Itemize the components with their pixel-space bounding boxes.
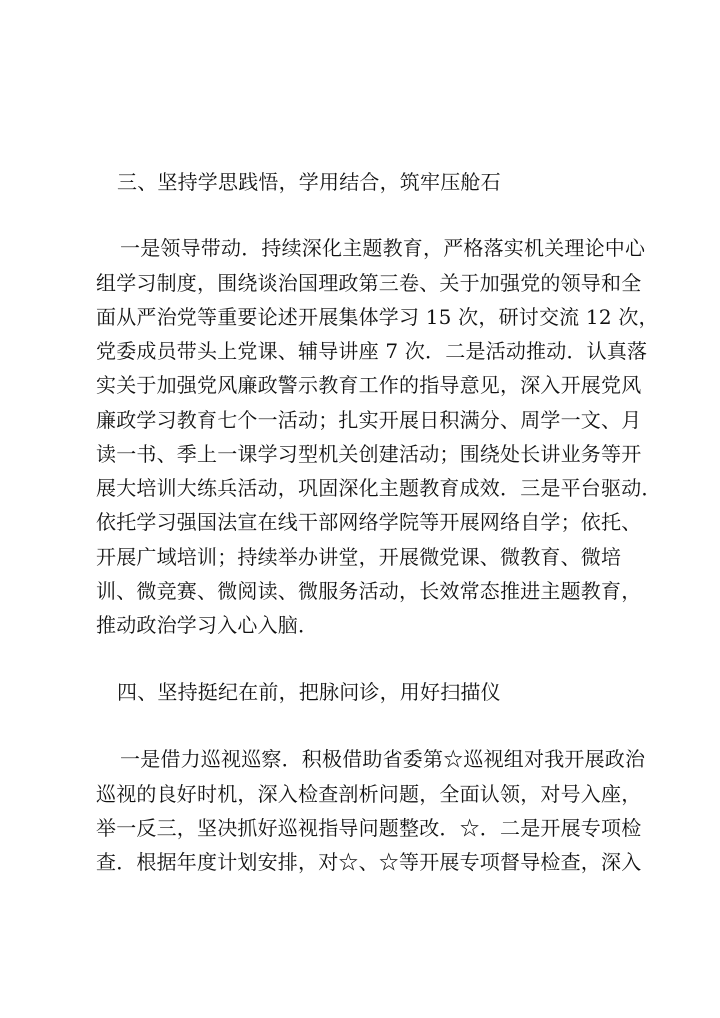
section-4-line: 举一反三，坚决抓好巡视指导问题整改．☆．二是开展专项检 bbox=[96, 816, 642, 840]
section-3-line: 廉政学习教育七个一活动；扎实开展日积满分、周学一文、月 bbox=[96, 408, 642, 432]
section-3-line: 组学习制度，围绕谈治国理政第三卷、关于加强党的领导和全 bbox=[96, 271, 642, 295]
section-4-line: 巡视的良好时机，深入检查剖析问题，全面认领，对号入座， bbox=[96, 782, 642, 806]
section-3-line: 面从严治党等重要论述开展集体学习 15 次，研讨交流 12 次， bbox=[96, 305, 659, 329]
section-3-line: 推动政治学习入心入脑． bbox=[96, 613, 319, 637]
section-4-heading: 四、坚持挺纪在前，把脉问诊，用好扫描仪 bbox=[117, 680, 501, 704]
section-3-line: 开展广域培训；持续举办讲堂，开展微党课、微教育、微培 bbox=[96, 545, 622, 569]
section-4-line: 一是借力巡视巡察．积极借助省委第☆巡视组对我开展政治 bbox=[120, 747, 646, 771]
section-3-line: 读一书、季上一课学习型机关创建活动；围绕处长讲业务等开 bbox=[96, 442, 642, 466]
section-3-line: 依托学习强国法宣在线干部网络学院等开展网络自学；依托、 bbox=[96, 510, 642, 534]
section-3-line: 展大培训大练兵活动，巩固深化主题教育成效．三是平台驱动． bbox=[96, 476, 662, 500]
section-4-line: 查．根据年度计划安排，对☆、☆等开展专项督导检查，深入 bbox=[96, 850, 642, 874]
section-3-line: 训、微竞赛、微阅读、微服务活动，长效常态推进主题教育， bbox=[96, 579, 642, 603]
section-3-line: 一是领导带动．持续深化主题教育，严格落实机关理论中心 bbox=[120, 236, 646, 260]
section-3-line: 党委成员带头上党课、辅导讲座 7 次．二是活动推动．认真落 bbox=[96, 339, 648, 363]
section-3-line: 实关于加强党风廉政警示教育工作的指导意见，深入开展党风 bbox=[96, 373, 642, 397]
section-3-heading: 三、坚持学思践悟，学用结合，筑牢压舱石 bbox=[117, 170, 501, 194]
